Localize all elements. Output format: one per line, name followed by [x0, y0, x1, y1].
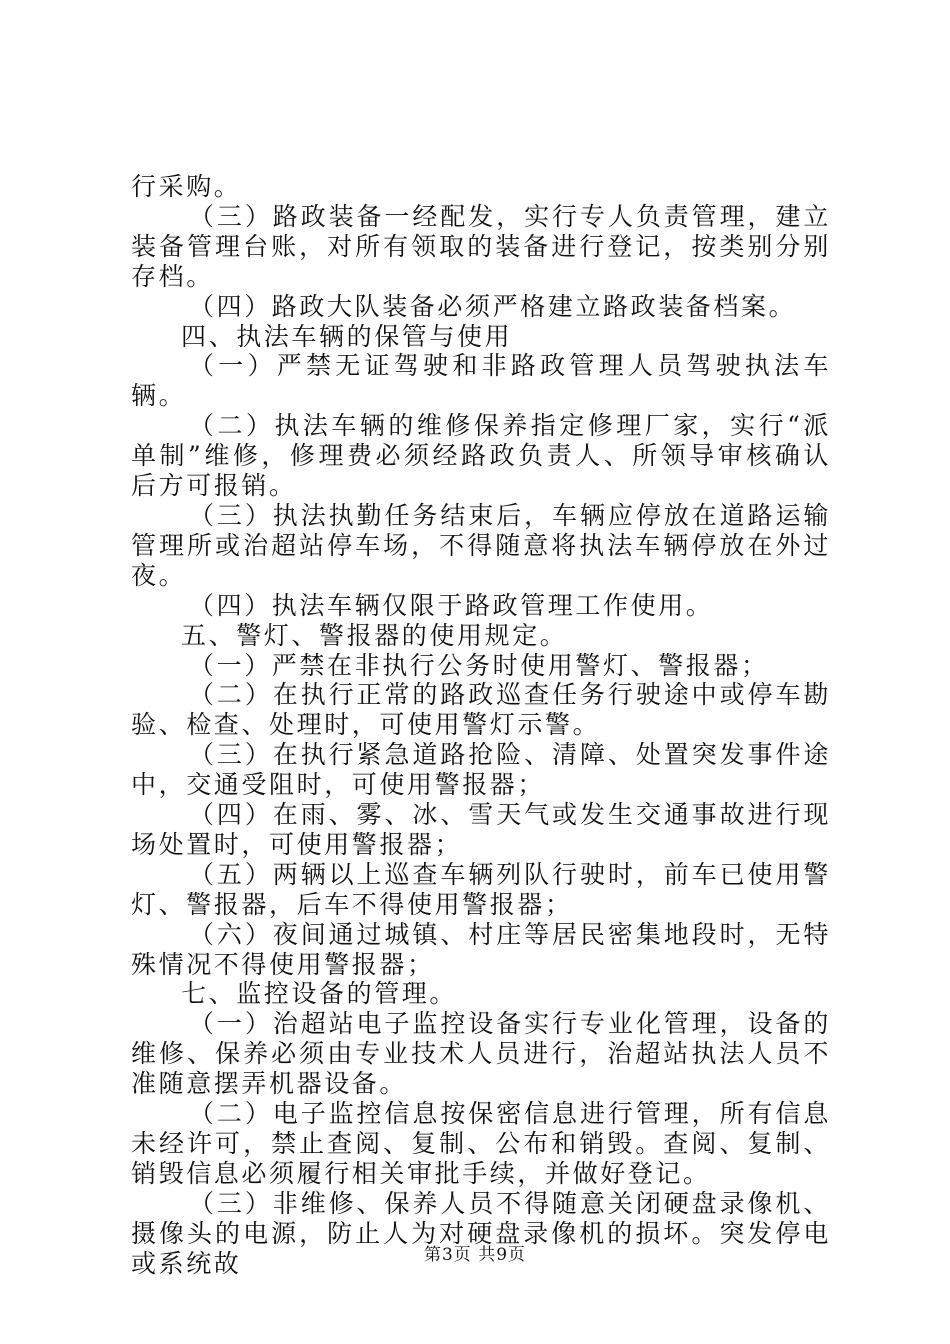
paragraph: （三）路政装备一经配发，实行专人负责管理，建立装备管理台账，对所有领取的装备进行登记，按类别分别存档。 — [131, 201, 831, 291]
document-body — [131, 172, 831, 1279]
paragraph: （一）治超站电子监控设备实行专业化管理，设备的维修、保养必须由专业技术人员进行，治超站执法人员不准随意摆弄机器设备。 — [131, 1009, 831, 1099]
paragraph: 七、监控设备的管理。 — [181, 979, 458, 1009]
paragraph: （五）两辆以上巡查车辆列队行驶时，前车已使用警灯、警报器，后车不得使用警报器； — [131, 859, 831, 919]
paragraph: （四）路政大队装备必须严格建立路政装备档案。 — [189, 291, 797, 321]
paragraph: （三）执法执勤任务结束后，车辆应停放在道路运输管理所或治超站停车场，不得随意将执法车辆停放在外过夜。 — [131, 500, 831, 590]
paragraph: （一）严禁在非执行公务时使用警灯、警报器； — [189, 650, 769, 680]
paragraph: （三）在执行紧急道路抢险、清障、处置突发事件途中，交通受阻时，可使用警报器； — [131, 740, 831, 800]
paragraph: （六）夜间通过城镇、村庄等居民密集地段时，无特殊情况不得使用警报器； — [131, 919, 831, 979]
paragraph: （二）在执行正常的路政巡查任务行驶途中或停车勘验、检查、处理时，可使用警灯示警。 — [131, 680, 831, 740]
paragraph: 五、警灯、警报器的使用规定。 — [181, 620, 568, 650]
paragraph: （一）严禁无证驾驶和非路政管理人员驾驶执法车辆。 — [131, 351, 831, 411]
paragraph: （二）电子监控信息按保密信息进行管理，所有信息未经许可，禁止查阅、复制、公布和销毁。查阅、复制、销毁信息必须履行相关审批手续，并做好登记。 — [131, 1099, 831, 1188]
paragraph: （三）非维修、保养人员不得随意关闭硬盘录像机、摄像头的电源，防止人为对硬盘录像机的损坏。突发停电或系统故 — [131, 1188, 831, 1278]
paragraph: 行采购。 — [131, 172, 242, 201]
paragraph: （四）执法车辆仅限于路政管理工作使用。 — [189, 590, 714, 620]
paragraph: （二）执法车辆的维修保养指定修理厂家，实行“派单制”维修，修理费必须经路政负责人、所领导审核确认后方可报销。 — [131, 411, 831, 501]
page-footer: 第3页 共9页 — [423, 1245, 527, 1265]
paragraph: （四）在雨、雾、冰、雪天气或发生交通事故进行现场处置时，可使用警报器； — [131, 800, 831, 859]
paragraph: 四、执法车辆的保管与使用 — [181, 321, 513, 351]
